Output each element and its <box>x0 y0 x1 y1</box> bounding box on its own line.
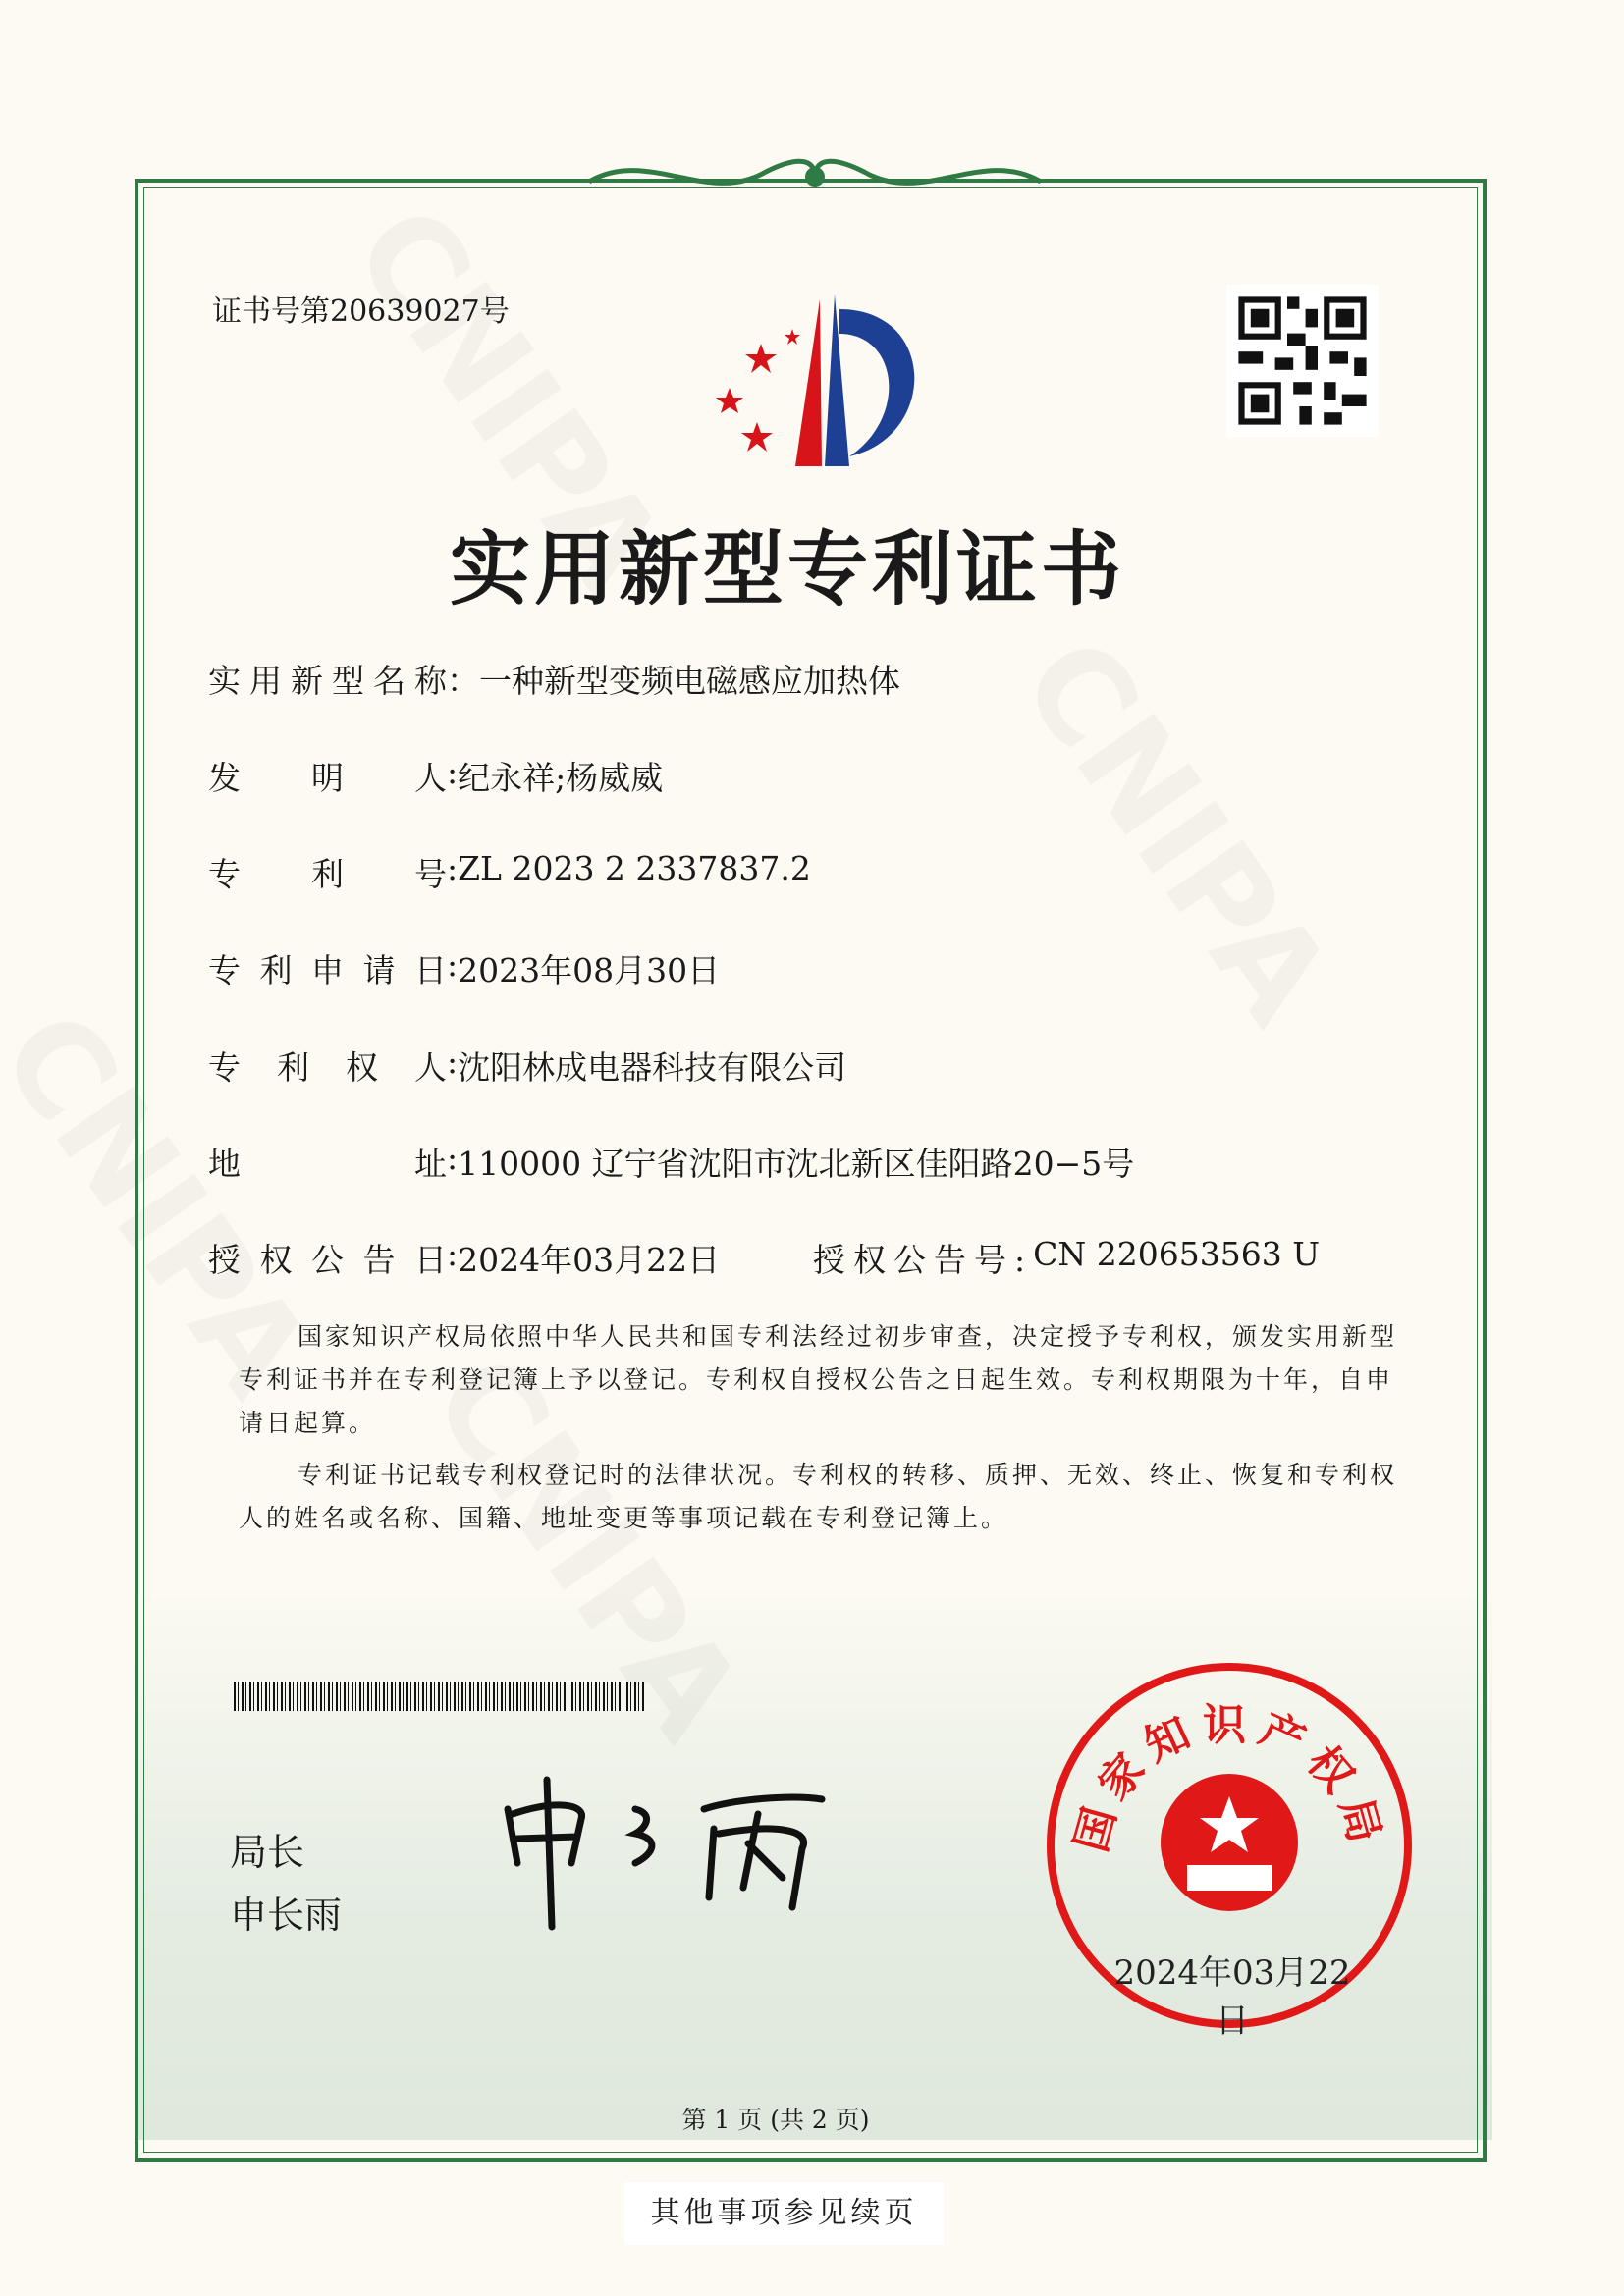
signatory-title: 局长 <box>230 1831 305 1874</box>
label-char: 权 <box>259 1241 293 1279</box>
field-row <box>208 656 900 702</box>
label-char: 请 <box>362 951 396 989</box>
label-char: 权 <box>346 1048 378 1087</box>
label-char: 日 <box>414 1241 447 1279</box>
svg-text:国家知识产权局: 国家知识产权局 <box>1065 1700 1393 1858</box>
label-char: 用 <box>249 662 282 700</box>
field-value: 纪永祥;杨威威 <box>458 759 664 797</box>
label-char: 地 <box>208 1145 241 1183</box>
label-char: 名 <box>373 662 406 700</box>
label-char: 人 <box>414 1048 447 1087</box>
field-label: 授权公告号: <box>813 1241 1034 1279</box>
colon: : <box>447 1139 459 1177</box>
page-number: 第 1 页 (共 2 页) <box>681 2106 870 2134</box>
field-value: CN 220653563 U <box>1033 1235 1321 1273</box>
field-label <box>208 1139 447 1185</box>
statement-paragraph: 国家知识产权局依照中华人民共和国专利法经过初步审查，决定授予专利权，颁发实用新型专利证书并在专利登记簿上予以登记。专利权自授权公告之日起生效。专利权期限为十年，自申请日起算。 <box>239 1322 1398 1437</box>
field-value: 110000 辽宁省沈阳市沈北新区佳阳路20−5号 <box>458 1145 1135 1183</box>
colon: : <box>447 1235 459 1273</box>
field-row <box>208 945 720 991</box>
field-label <box>208 656 447 702</box>
colon: : <box>447 753 459 791</box>
certificate-number: 证书号第20639027号 <box>212 294 510 329</box>
colon: : <box>447 849 459 887</box>
label-char: 实 <box>208 662 241 700</box>
label-char: 告 <box>362 1241 396 1279</box>
statement <box>239 1315 1417 1549</box>
colon: : <box>447 1042 459 1081</box>
signature <box>498 1770 837 1932</box>
label-char: 利 <box>277 1048 309 1087</box>
label-char: 公 <box>311 1241 344 1279</box>
cnipa-logo <box>702 290 938 471</box>
field-label <box>208 1042 447 1089</box>
label-char: 明 <box>311 759 344 797</box>
announcement-number <box>813 1235 1320 1281</box>
barcode <box>234 1682 644 1711</box>
field-label <box>208 1235 447 1281</box>
signatory-name: 申长雨 <box>230 1894 343 1937</box>
field-value: 沈阳林成电器科技有限公司 <box>458 1048 847 1087</box>
label-char: 专 <box>208 951 241 989</box>
field-row <box>208 1139 1134 1185</box>
label-char: 专 <box>208 1048 241 1087</box>
label-char: 专 <box>208 855 241 893</box>
label-char: 利 <box>311 855 344 893</box>
field-row <box>208 1235 720 1281</box>
colon: : <box>447 945 459 984</box>
continued-note: 其他事项参见续页 <box>624 2182 944 2245</box>
label-char: 人 <box>414 759 447 797</box>
label-char: 授 <box>208 1241 241 1279</box>
field-value: 一种新型变频电磁感应加热体 <box>479 662 900 700</box>
label-char: 利 <box>259 951 293 989</box>
label-char: 新 <box>291 662 323 700</box>
ornament-top <box>589 147 1041 206</box>
certificate-title: 实用新型专利证书 <box>449 522 1125 616</box>
field-label <box>208 945 447 991</box>
field-label <box>208 753 447 799</box>
label-char: 号 <box>414 855 447 893</box>
label-char: 型 <box>332 662 364 700</box>
label-char: 发 <box>208 759 241 797</box>
qr-code <box>1226 285 1379 437</box>
label-char: 日 <box>414 951 447 989</box>
label-char: 址 <box>414 1145 447 1183</box>
field-value: ZL 2023 2 2337837.2 <box>458 849 811 887</box>
colon: ： <box>447 662 479 700</box>
statement-paragraph: 专利证书记载专利权登记时的法律状况。专利权的转移、质押、无效、终止、恢复和专利权人的姓名或名称、国籍、地址变更等事项记载在专利登记簿上。 <box>239 1461 1398 1532</box>
field-value: 2023年08月30日 <box>458 951 721 989</box>
seal-date: 2024年03月22日 <box>1113 1953 1351 2041</box>
label-char: 称 <box>414 662 447 700</box>
field-row <box>208 753 663 799</box>
field-row <box>208 1042 846 1089</box>
field-value: 2024年03月22日 <box>458 1241 721 1279</box>
field-label <box>208 849 447 895</box>
label-char: 申 <box>311 951 344 989</box>
field-row <box>208 849 811 895</box>
